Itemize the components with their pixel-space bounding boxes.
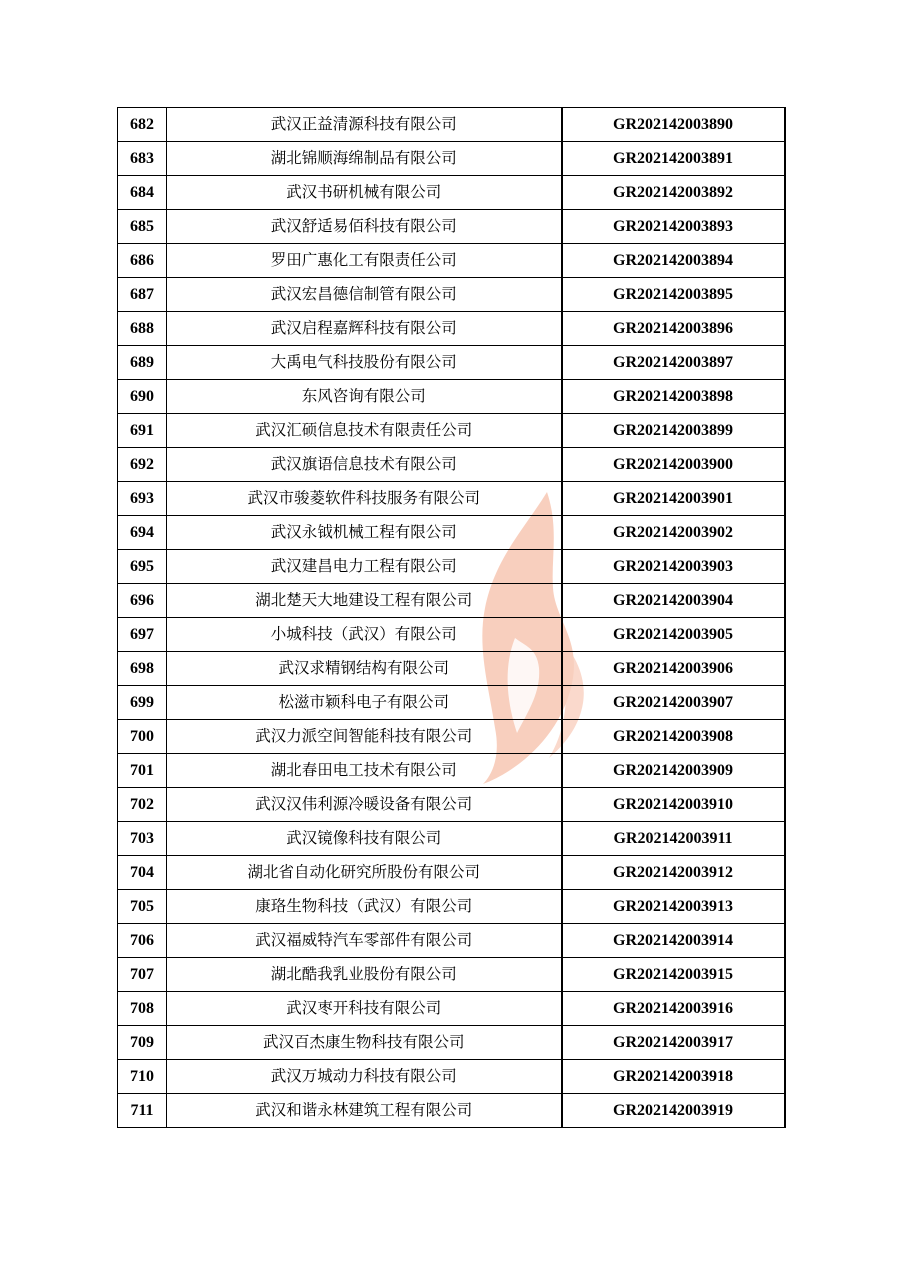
table-row [118, 788, 785, 822]
company-name: 武汉求精钢结构有限公司 [167, 652, 562, 686]
row-number: 686 [118, 244, 167, 278]
table-row [118, 652, 785, 686]
company-name: 武汉汇硕信息技术有限责任公司 [167, 414, 562, 448]
table-row [118, 142, 785, 176]
company-name: 东风咨询有限公司 [167, 380, 562, 414]
row-number: 687 [118, 278, 167, 312]
company-name: 武汉力派空间智能科技有限公司 [167, 720, 562, 754]
row-number: 685 [118, 210, 167, 244]
row-number: 684 [118, 176, 167, 210]
table-row [118, 108, 785, 142]
table-row [118, 1094, 785, 1128]
certificate-number: GR202142003916 [562, 992, 785, 1026]
company-name: 康珞生物科技（武汉）有限公司 [167, 890, 562, 924]
certificate-number: GR202142003913 [562, 890, 785, 924]
certificate-number: GR202142003899 [562, 414, 785, 448]
company-name: 湖北锦顺海绵制品有限公司 [167, 142, 562, 176]
table-row [118, 482, 785, 516]
company-name: 大禹电气科技股份有限公司 [167, 346, 562, 380]
company-name: 武汉百杰康生物科技有限公司 [167, 1026, 562, 1060]
company-name: 武汉启程嘉辉科技有限公司 [167, 312, 562, 346]
company-name: 武汉宏昌德信制管有限公司 [167, 278, 562, 312]
row-number: 702 [118, 788, 167, 822]
row-number: 689 [118, 346, 167, 380]
table-body [118, 108, 785, 1128]
row-number: 691 [118, 414, 167, 448]
certificate-number: GR202142003894 [562, 244, 785, 278]
table-row [118, 618, 785, 652]
row-number: 710 [118, 1060, 167, 1094]
certificate-number: GR202142003896 [562, 312, 785, 346]
table-row [118, 278, 785, 312]
row-number: 700 [118, 720, 167, 754]
certificate-number: GR202142003908 [562, 720, 785, 754]
certificate-number: GR202142003909 [562, 754, 785, 788]
certificate-number: GR202142003911 [562, 822, 785, 856]
table-row [118, 380, 785, 414]
company-name: 武汉福威特汽车零部件有限公司 [167, 924, 562, 958]
row-number: 682 [118, 108, 167, 142]
row-number: 688 [118, 312, 167, 346]
certificate-number: GR202142003898 [562, 380, 785, 414]
table-row [118, 720, 785, 754]
certificate-number: GR202142003902 [562, 516, 785, 550]
table-row [118, 1060, 785, 1094]
certificate-number: GR202142003907 [562, 686, 785, 720]
company-name: 小城科技（武汉）有限公司 [167, 618, 562, 652]
table-row [118, 176, 785, 210]
table-row [118, 958, 785, 992]
certificate-number: GR202142003905 [562, 618, 785, 652]
row-number: 693 [118, 482, 167, 516]
table-row [118, 856, 785, 890]
company-list-table [117, 107, 786, 1128]
certificate-number: GR202142003914 [562, 924, 785, 958]
certificate-number: GR202142003892 [562, 176, 785, 210]
table-row [118, 516, 785, 550]
table-row [118, 210, 785, 244]
company-name: 松滋市颖科电子有限公司 [167, 686, 562, 720]
table-row [118, 686, 785, 720]
row-number: 692 [118, 448, 167, 482]
company-name: 武汉旗语信息技术有限公司 [167, 448, 562, 482]
company-name: 武汉枣开科技有限公司 [167, 992, 562, 1026]
table-row [118, 414, 785, 448]
row-number: 708 [118, 992, 167, 1026]
certificate-number: GR202142003915 [562, 958, 785, 992]
certificate-number: GR202142003919 [562, 1094, 785, 1128]
company-name: 武汉书研机械有限公司 [167, 176, 562, 210]
company-name: 武汉万城动力科技有限公司 [167, 1060, 562, 1094]
table-row [118, 448, 785, 482]
row-number: 696 [118, 584, 167, 618]
company-name: 湖北酷我乳业股份有限公司 [167, 958, 562, 992]
company-name: 武汉汉伟利源冷暖设备有限公司 [167, 788, 562, 822]
company-name: 武汉市骏菱软件科技服务有限公司 [167, 482, 562, 516]
company-name: 武汉正益清源科技有限公司 [167, 108, 562, 142]
row-number: 699 [118, 686, 167, 720]
table-row [118, 924, 785, 958]
company-name: 武汉永钺机械工程有限公司 [167, 516, 562, 550]
row-number: 705 [118, 890, 167, 924]
certificate-number: GR202142003906 [562, 652, 785, 686]
company-name: 武汉镜像科技有限公司 [167, 822, 562, 856]
table-row [118, 890, 785, 924]
table-row [118, 1026, 785, 1060]
row-number: 706 [118, 924, 167, 958]
certificate-number: GR202142003918 [562, 1060, 785, 1094]
company-name: 武汉舒适易佰科技有限公司 [167, 210, 562, 244]
row-number: 698 [118, 652, 167, 686]
certificate-number: GR202142003912 [562, 856, 785, 890]
row-number: 704 [118, 856, 167, 890]
row-number: 697 [118, 618, 167, 652]
table-row [118, 550, 785, 584]
row-number: 709 [118, 1026, 167, 1060]
row-number: 683 [118, 142, 167, 176]
certificate-number: GR202142003891 [562, 142, 785, 176]
row-number: 703 [118, 822, 167, 856]
row-number: 711 [118, 1094, 167, 1128]
company-name: 武汉建昌电力工程有限公司 [167, 550, 562, 584]
certificate-number: GR202142003897 [562, 346, 785, 380]
company-name: 湖北春田电工技术有限公司 [167, 754, 562, 788]
company-name: 湖北省自动化研究所股份有限公司 [167, 856, 562, 890]
certificate-number: GR202142003893 [562, 210, 785, 244]
certificate-number: GR202142003903 [562, 550, 785, 584]
row-number: 694 [118, 516, 167, 550]
certificate-number: GR202142003900 [562, 448, 785, 482]
certificate-number: GR202142003917 [562, 1026, 785, 1060]
table-row [118, 992, 785, 1026]
table-row [118, 822, 785, 856]
table-row [118, 346, 785, 380]
table-row [118, 244, 785, 278]
certificate-number: GR202142003904 [562, 584, 785, 618]
row-number: 707 [118, 958, 167, 992]
certificate-number: GR202142003910 [562, 788, 785, 822]
company-name: 罗田广惠化工有限责任公司 [167, 244, 562, 278]
company-name: 武汉和谐永林建筑工程有限公司 [167, 1094, 562, 1128]
table-row [118, 584, 785, 618]
row-number: 695 [118, 550, 167, 584]
table-row [118, 754, 785, 788]
row-number: 701 [118, 754, 167, 788]
table-row [118, 312, 785, 346]
company-name: 湖北楚天大地建设工程有限公司 [167, 584, 562, 618]
certificate-number: GR202142003901 [562, 482, 785, 516]
certificate-number: GR202142003890 [562, 108, 785, 142]
certificate-number: GR202142003895 [562, 278, 785, 312]
row-number: 690 [118, 380, 167, 414]
